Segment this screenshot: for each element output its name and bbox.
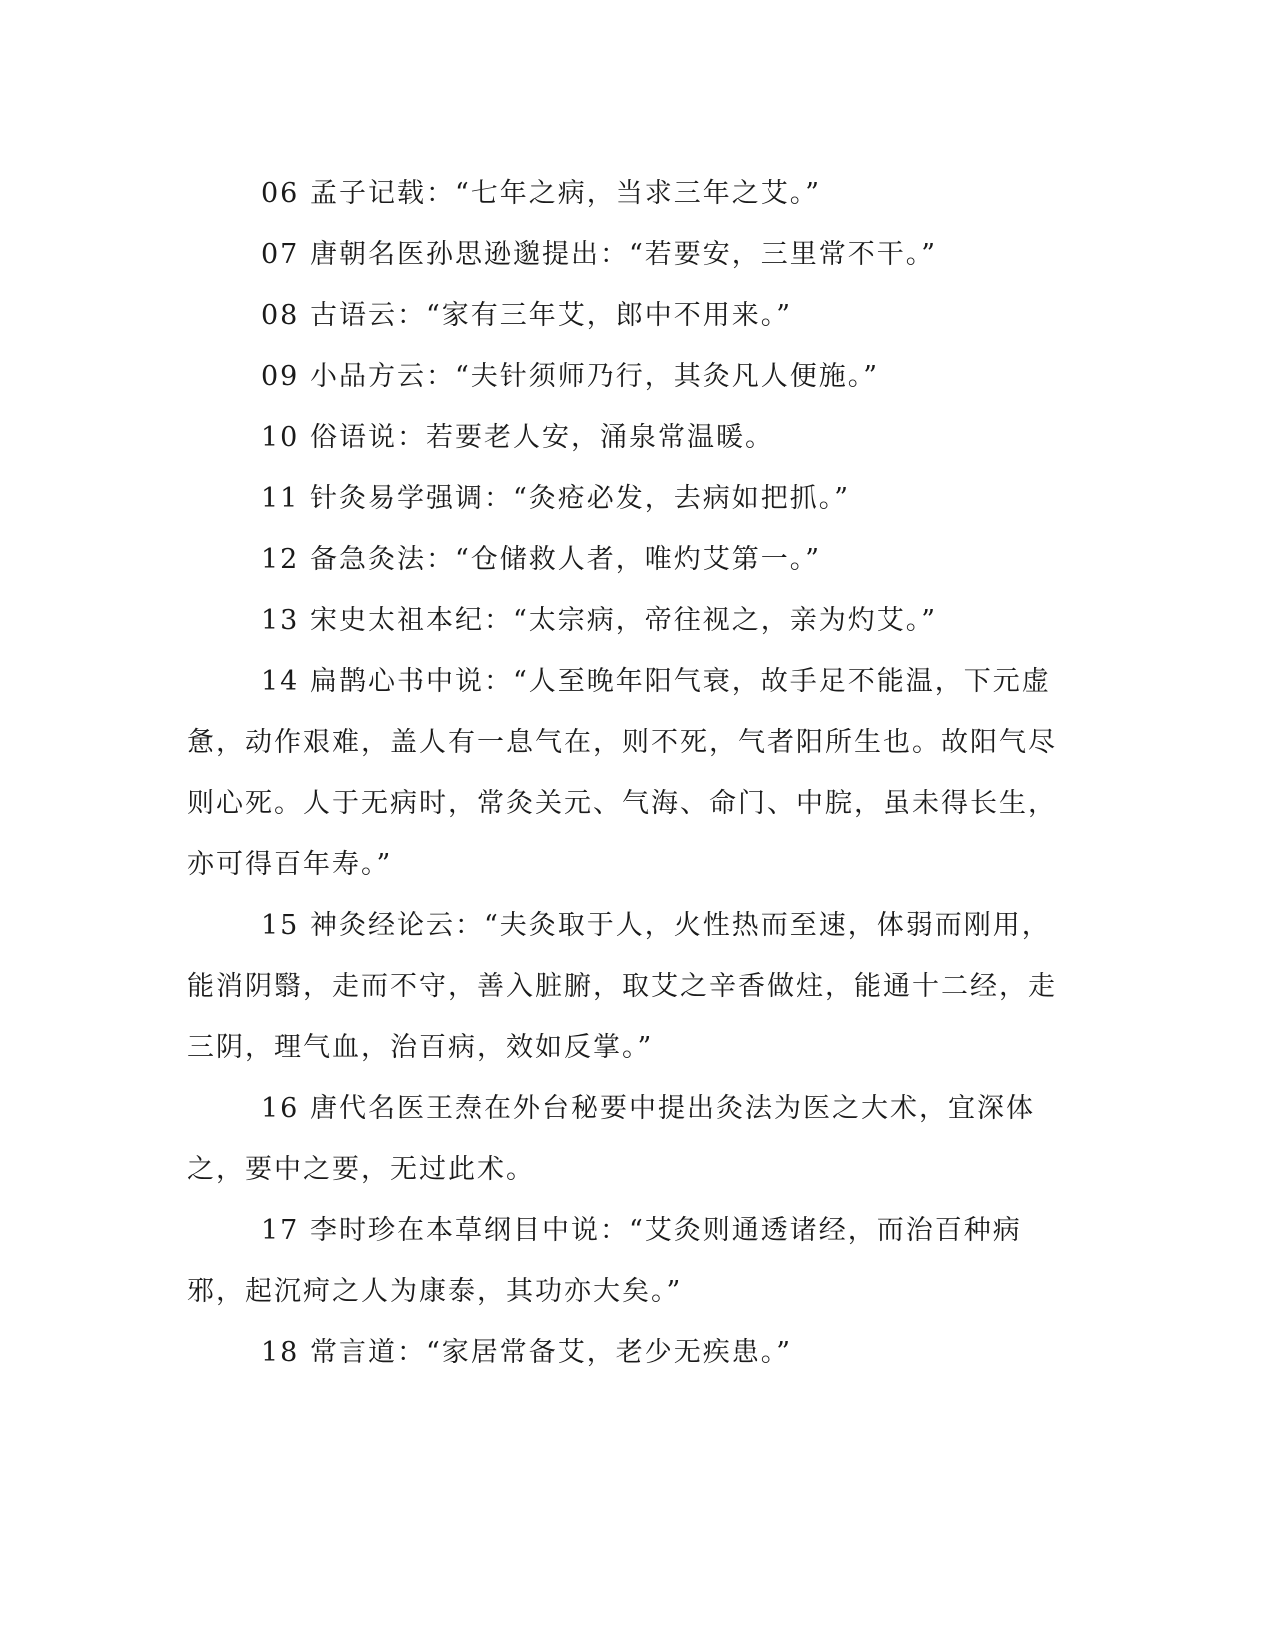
paragraph-06: 06 孟子记载：“七年之病，当求三年之艾。”	[261, 178, 822, 209]
paragraph-16: 16 唐代名医王焘在外台秘要中提出灸法为医之大术，宜深体之，要中之要，无过此术。	[187, 1093, 1035, 1185]
paragraph-11: 11 针灸易学强调：“灸疮必发，去病如把抓。”	[261, 483, 851, 514]
document-body	[187, 163, 1067, 1383]
paragraph-13: 13 宋史太祖本纪：“太宗病，帝往视之，亲为灼艾。”	[261, 605, 938, 636]
paragraph-14: 14 扁鹊心书中说：“人至晚年阳气衰，故手足不能温，下元虚惫，动作艰难，盖人有一息气在，则不死，气者阳所生也。故阳气尽则心死。人于无病时，常灸关元、气海、命门、中脘，虽未得长生，亦可得百年寿。”	[187, 666, 1057, 880]
paragraph-15: 15 神灸经论云：“夫灸取于人，火性热而至速，体弱而刚用，能消阴翳，走而不守，善入脏腑，取艾之辛香做炷，能通十二经，走三阴，理气血，治百病，效如反掌。”	[187, 910, 1057, 1063]
paragraph-08: 08 古语云：“家有三年艾，郎中不用来。”	[261, 300, 793, 331]
paragraph-17: 17 李时珍在本草纲目中说：“艾灸则通透诸经，而治百种病邪，起沉疴之人为康泰，其功亦大矣。”	[187, 1215, 1022, 1307]
paragraph-18: 18 常言道：“家居常备艾，老少无疾患。”	[261, 1337, 793, 1368]
paragraph-09: 09 小品方云：“夫针须师乃行，其灸凡人便施。”	[261, 361, 880, 392]
paragraph-10: 10 俗语说：若要老人安，涌泉常温暖。	[261, 422, 774, 453]
paragraph-07: 07 唐朝名医孙思逊邈提出：“若要安，三里常不干。”	[261, 239, 938, 270]
paragraph-12: 12 备急灸法：“仓储救人者，唯灼艾第一。”	[261, 544, 822, 575]
